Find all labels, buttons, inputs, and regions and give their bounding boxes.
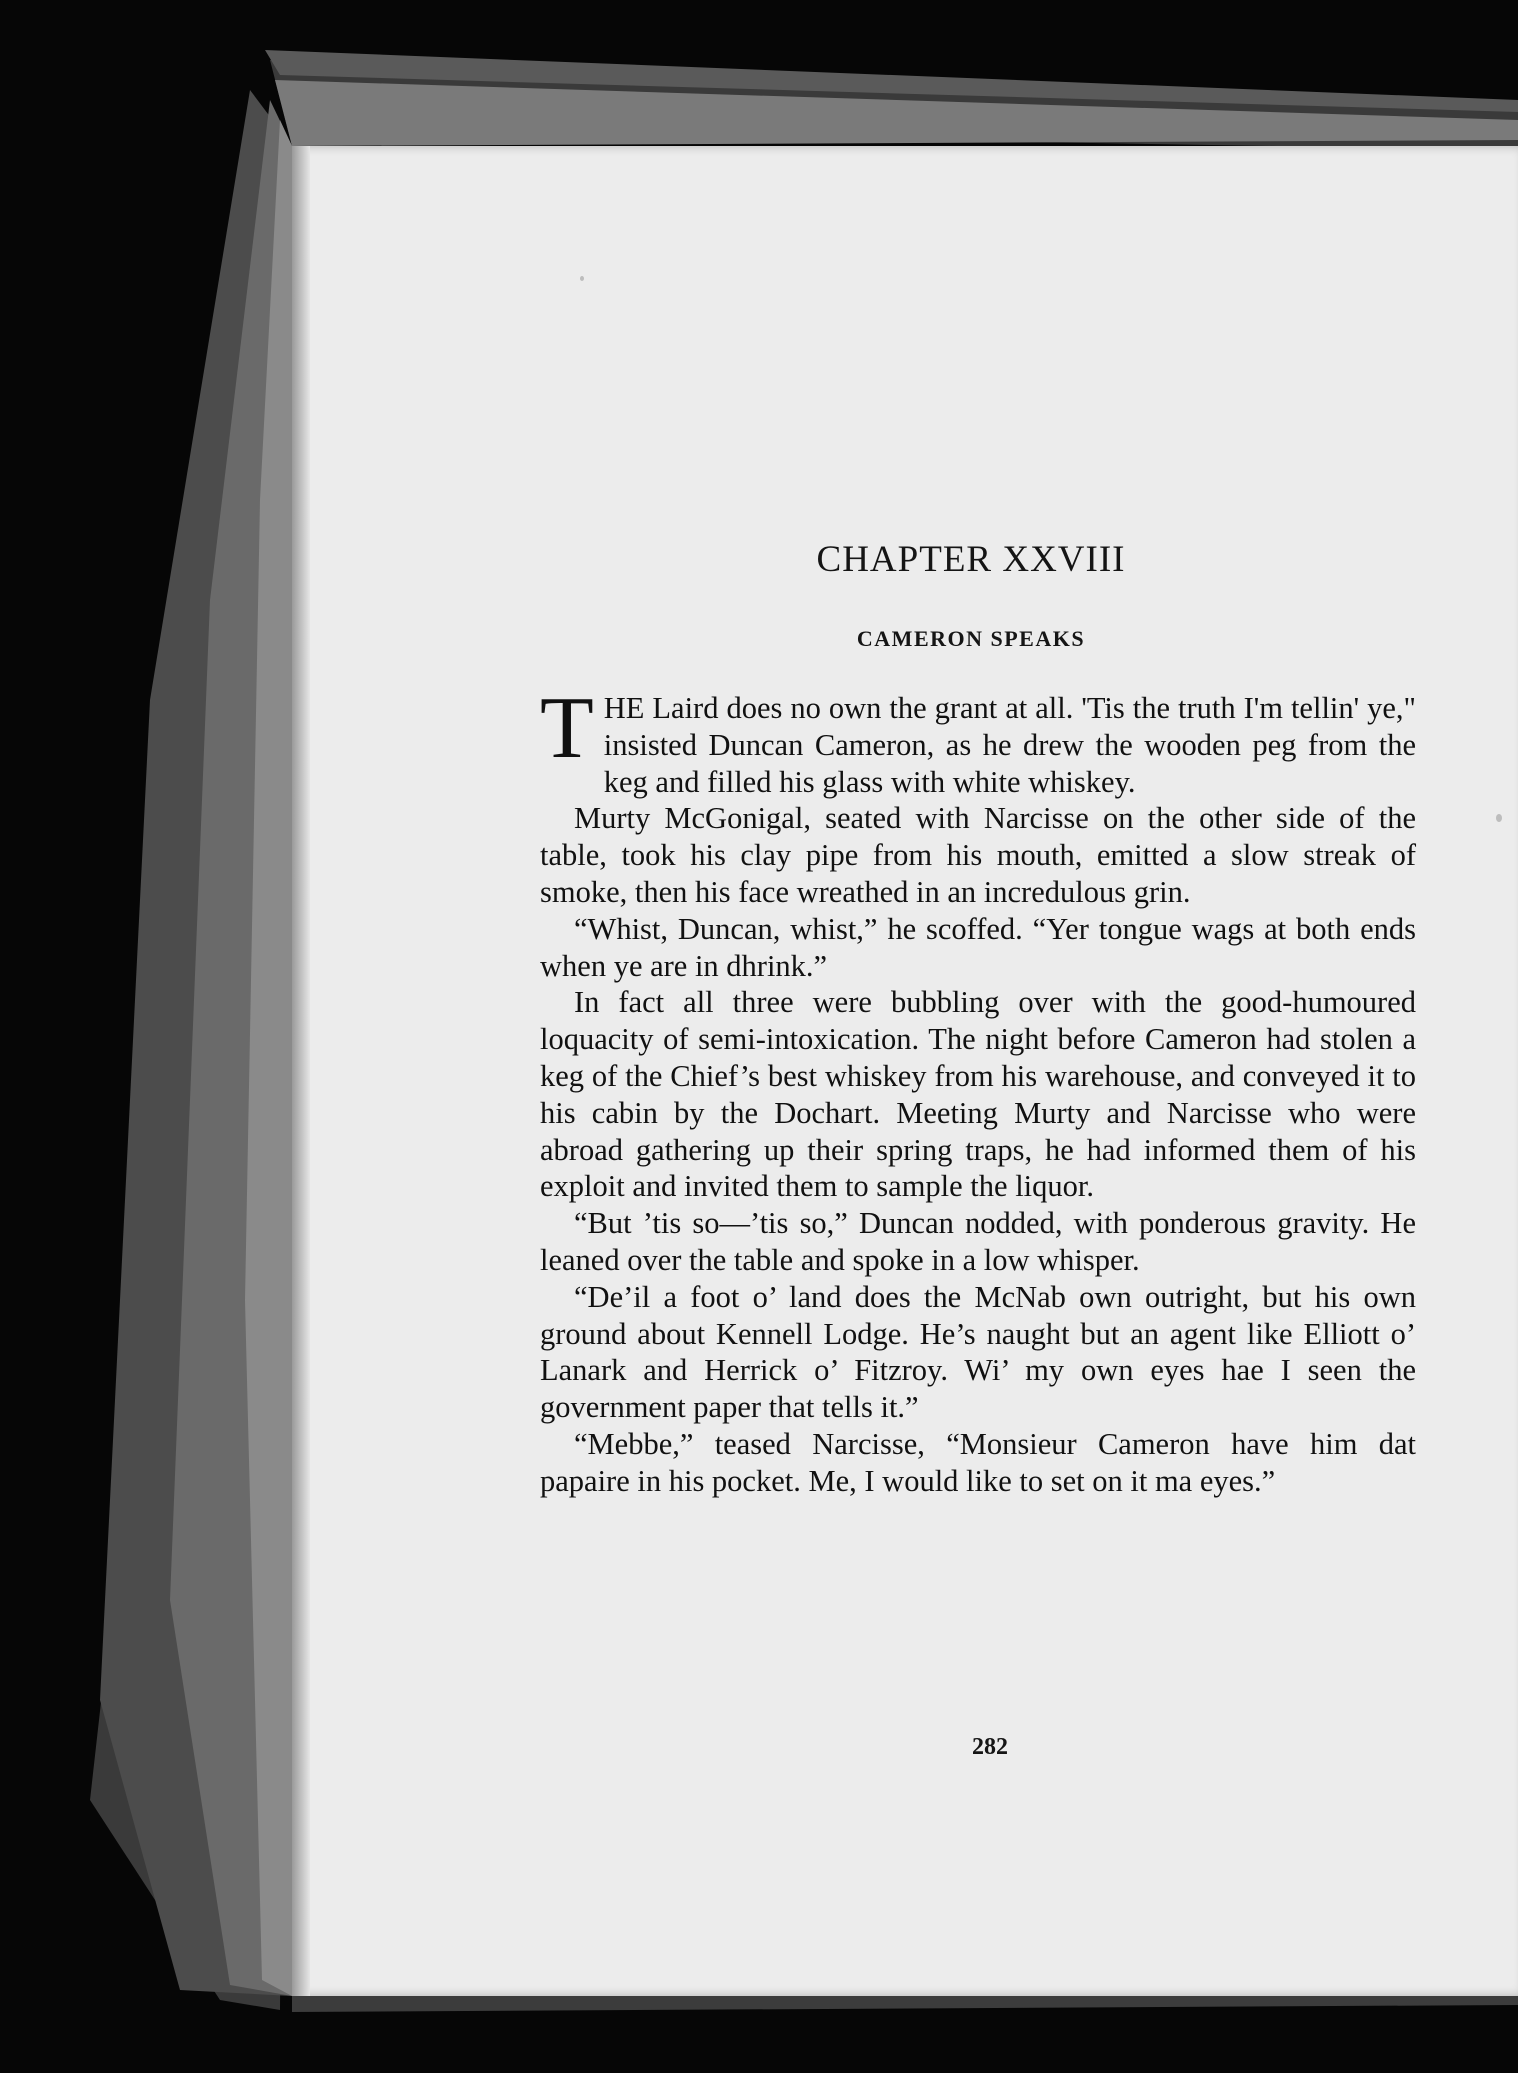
chapter-title-text: CHAPTER XXVIII — [816, 539, 1126, 580]
scan-speck — [580, 276, 584, 281]
paragraph-text: HE Laird does no own the grant at all. 'Tis the truth I'm tellin' ye," insisted Duncan Cameron, as he drew the wooden peg from the keg and filled his glass with white whiskey. — [603, 691, 1416, 799]
paragraph: In fact all three were bubbling over with the good-humoured loquacity of semi-intoxication. The night before Cameron had stolen a keg of the Chief’s best whiskey from his warehouse, and conveyed it to his cabin by the Dochart. Meeting Murty and Narcisse who were abroad gathering up their spring traps, he had informed them of his exploit and invited them to sample the liquor. — [540, 985, 1416, 1204]
paragraph: Murty McGonigal, seated with Narcisse on the other side of the table, took his clay pipe from his mouth, emitted a slow streak of smoke, then his face wreathed in an incredulous grin. — [540, 801, 1416, 909]
chapter-subtitle-text: CAMERON SPEAKS — [856, 626, 1086, 651]
paragraph: “Mebbe,” teased Narcisse, “Monsieur Cameron have him dat papaire in his pocket. Me, I would like to set on it ma eyes.” — [540, 1426, 1416, 1498]
paragraph — [540, 680, 1416, 800]
drop-cap: T — [540, 680, 594, 777]
chapter-body — [540, 680, 1416, 1500]
page-gutter-shade — [292, 146, 310, 1996]
scan-speck — [1496, 814, 1502, 822]
paragraph: “But ’tis so—’tis so,” Duncan nodded, with ponderous gravity. He leaned over the table and spoke in a low whisper. — [540, 1206, 1416, 1277]
page-number: 282 — [972, 1734, 1008, 1760]
paragraph: “De’il a foot o’ land does the McNab own outright, but his own ground about Kennell Lodge. He’s naught but an agent like Elliott o’ Lanark and Herrick o’ Fitzroy. Wi’ my own eyes hae I seen the government paper that tells it.” — [540, 1279, 1416, 1425]
paragraph: “Whist, Duncan, whist,” he scoffed. “Yer tongue wags at both ends when ye are in dhrink.” — [540, 911, 1416, 983]
chapter-subtitle — [0, 626, 1518, 652]
chapter-title — [0, 538, 1518, 581]
